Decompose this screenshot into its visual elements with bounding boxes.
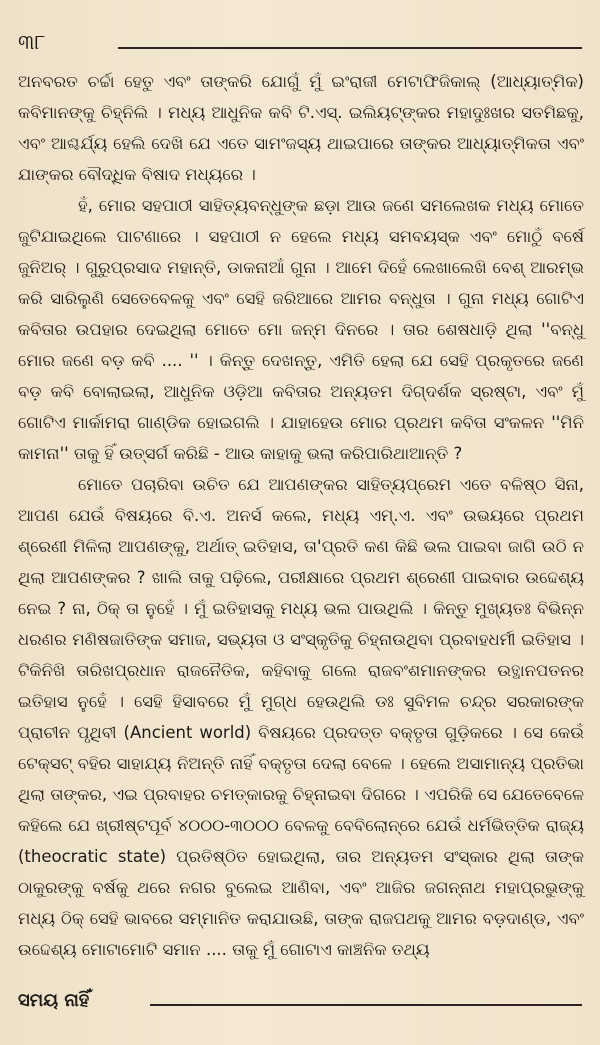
- page-number: ୩୮: [18, 30, 46, 54]
- paragraph-1: ଅନବରତ ଚର୍ଚ୍ଚା ହେତୁ ଏବଂ ତାଙ୍କରି ଯୋଗୁଁ ମୁଁ ଇଂରାଜୀ ମେଟାଫିଜିକାଲ୍ (ଆଧ୍ୟାତ୍ମିକ) କବିମାନଙ୍କୁ ଚିହ୍ନିଲି । ମଧ୍ୟ ଆଧୁନିକ କବି ଟି.ଏସ୍. ଇଲିୟଟ୍‌ଙ୍କର ମହାଦୁଃଖର ସତମିଛକୁ, ଏବଂ ଆଶ୍ଚର୍ଯ୍ୟ ହେଲି ଦେଖି ଯେ ଏତେ ସାମଂଜସ୍ୟ ଥାଇପାରେ ତାଙ୍କର ଆଧ୍ୟାତ୍ମିକତା ଏବଂ ଯାଙ୍କର ବୌଦ୍ଧିକ ବିଷାଦ ମଧ୍ୟରେ ।: [18, 72, 584, 184]
- footer-rule: [150, 1004, 582, 1006]
- body-text: [18, 66, 584, 965]
- running-title: ସମୟ ନାହିଁ: [18, 990, 90, 1011]
- paragraph-2: ହଁ, ମୋର ସହପାଠୀ ସାହିତ୍ୟବନ୍ଧୁଙ୍କ ଛଡ଼ା ଆଉ ଜଣେ ସମଲେଖକ ମଧ୍ୟ ମୋତେ ଜୁଟିଯାଇଥିଲେ ପାଟଣାରେ । ସହପାଠୀ ନ ହେଲେ ମଧ୍ୟ ସମବୟସ୍କ ଏବଂ ମୋଠୁଁ ବର୍ଷେ ଜୁନିଅର୍ । ଗୁରୁପ୍ରସାଦ ମହାନ୍ତି, ଡାକନାଆଁ ଗୁନା । ଆମେ ଦିହେଁ ଲେଖାଲେଖି ବେଶ୍ ଆରମ୍ଭ କରି ସାରିଲୁଣି ସେତେବେଳକୁ ଏବଂ ସେହି ଜରିଆରେ ଆମର ବନ୍ଧୁତା । ଗୁନା ମଧ୍ୟ ଗୋଟିଏ କବିତାର ଉପହାର ଦେଇଥିଲା ମୋତେ ମୋ ଜନ୍ମ ଦିନରେ । ତାର ଶେଷଧାଡ଼ି ଥିଲା ''ବନ୍ଧୁ ମୋର ଜଣେ ବଡ଼ କବି .... '' । କିନ୍ତୁ ଦେଖନ୍ତୁ, ଏମିତି ହେଲା ଯେ ସେହି ପ୍ରକୃତରେ ଜଣେ ବଡ଼ କବି ବୋଲାଇଲା, ଆଧୁନିକ ଓଡ଼ିଆ କବିତାର ଅନ୍ୟତମ ଦିଗ୍‌ଦର୍ଶକ ସ୍ରଷ୍ଟା, ଏବଂ ମୁଁ ଗୋଟିଏ ମାର୍କାମରା ଗାଣ୍ଡିକ ହୋଇଗଲି । ଯାହାହେଉ ମୋର ପ୍ରଥମ କବିତା ସଂକଳନ ''ମିନି କାମନା'' ତାକୁ ହିଁ ଉତ୍ସର୍ଗ କରିଛି - ଆଉ କାହାକୁ ଭଲା କରିପାରିଥାଆନ୍ତି ?: [18, 196, 584, 463]
- header-rule: [118, 47, 582, 49]
- page-footer: [18, 990, 582, 1018]
- paragraph-3: ମୋତେ ପଚାରିବା ଉଚିତ ଯେ ଆପଣଙ୍କର ସାହିତ୍ୟପ୍ରେମ ଏତେ ବଳିଷ୍ଠ ସିନା, ଆପଣ ଯେଉଁ ବିଷୟରେ ବି.ଏ. ଅନର୍ସ କଲେ, ମଧ୍ୟ ଏମ୍.ଏ. ଏବଂ ଉଭୟରେ ପ୍ରଥମ ଶ୍ରେଣୀ ମିଳିଲା ଆପଣଙ୍କୁ, ଅର୍ଥାତ୍ ଇତିହାସ, ତା'ପ୍ରତି କଣ କିଛି ଭଲ ପାଇବା ଜାଗି ଉଠି ନ ଥିଲା ଆପଣଙ୍କର ? ଖାଲି ତାକୁ ପଢ଼ିଲେ, ପରୀକ୍ଷାରେ ପ୍ରଥମ ଶ୍ରେଣୀ ପାଇବାର ଉଦ୍ଦେଶ୍ୟ ନେଇ ? ନା, ଠିକ୍ ତା ନୁହେଁ । ମୁଁ ଇତିହାସକୁ ମଧ୍ୟ ଭଲ ପାଉଥିଲି । କିନ୍ତୁ ମୁଖ୍ୟତଃ ବିଭିନ୍ନ ଧରଣର ମଣିଷଜାତିଙ୍କ ସମାଜ, ସଭ୍ୟତା ଓ ସଂସ୍କୃତିକୁ ଚିହ୍ନାଉଥିବା ପ୍ରବାହଧର୍ମୀ ଇତିହାସ । ଟିକିନିଖି ତାରିଖପ୍ରଧାନ ରାଜନୈତିକ, କହିବାକୁ ଗଲେ ରାଜବଂଶମାନଙ୍କର ଉତ୍ଥାନପତନର ଇତିହାସ ନୁହେଁ । ସେହି ହିସାବରେ ମୁଁ ମୁଗ୍ଧ ହେଉଥିଲି ଡଃ ସୁବିମଳ ଚନ୍ଦ୍ର ସରକାରଙ୍କ ପ୍ରାଚୀନ ପୃଥିବୀ (Ancient world) ବିଷୟରେ ପ୍ରଦତ୍ତ ବକ୍ତୃତା ଗୁଡ଼ିକରେ । ସେ କେଉଁ ଟେକ୍‌ସଟ୍ ବହିର ସାହାଯ୍ୟ ନିଅନ୍ତି ନାହିଁ ବକ୍ତୃତା ଦେଲା ବେଳେ । ହେଲେ ଅସାମାନ୍ୟ ପ୍ରତିଭା ଥିଲା ତାଙ୍କର, ଏଇ ପ୍ରବାହର ଚମତ୍କାରକୁ ଚିହ୍ନାଇବା ଦିଗରେ । ଏପରିକି ସେ ଯେତେବେଳେ କହିଲେ ଯେ ଖ୍ରୀଷ୍ଟପୂର୍ବ ୪୦୦୦-୩୦୦୦ ବେଳକୁ ବେବିଲୋନ୍‌ରେ ଯେଉଁ ଧର୍ମଭିତ୍ତିକ ରାଜ୍ୟ (theocratic state) ପ୍ରତିଷ୍ଠିତ ହୋଇଥିଲା, ତାର ଅନ୍ୟତମ ସଂସ୍କାର ଥିଲା ତାଙ୍କ ଠାକୁରଙ୍କୁ ବର୍ଷକୁ ଥରେ ନଗର ବୁଲେଇ ଆଣିବା, ଏବଂ ଆଜିର ଜଗନ୍ନାଥ ମହାପ୍ରଭୁଙ୍କୁ ମଧ୍ୟ ଠିକ୍ ସେହି ଭାବରେ ସମ୍ମାନିତ କରାଯାଉଛି, ତାଙ୍କ ରାଜପଥକୁ ଆମର ବଡ଼ଦାଣ୍ଡ, ଏବଂ ଉଦ୍ଦେଶ୍ୟ ମୋଟାମୋଟି ସମାନ .... ତାକୁ ମୁଁ ଗୋଟାଏ କାଞ୍ଚନିକ ତଥ୍ୟ: [18, 475, 584, 959]
- page-header: [18, 30, 582, 56]
